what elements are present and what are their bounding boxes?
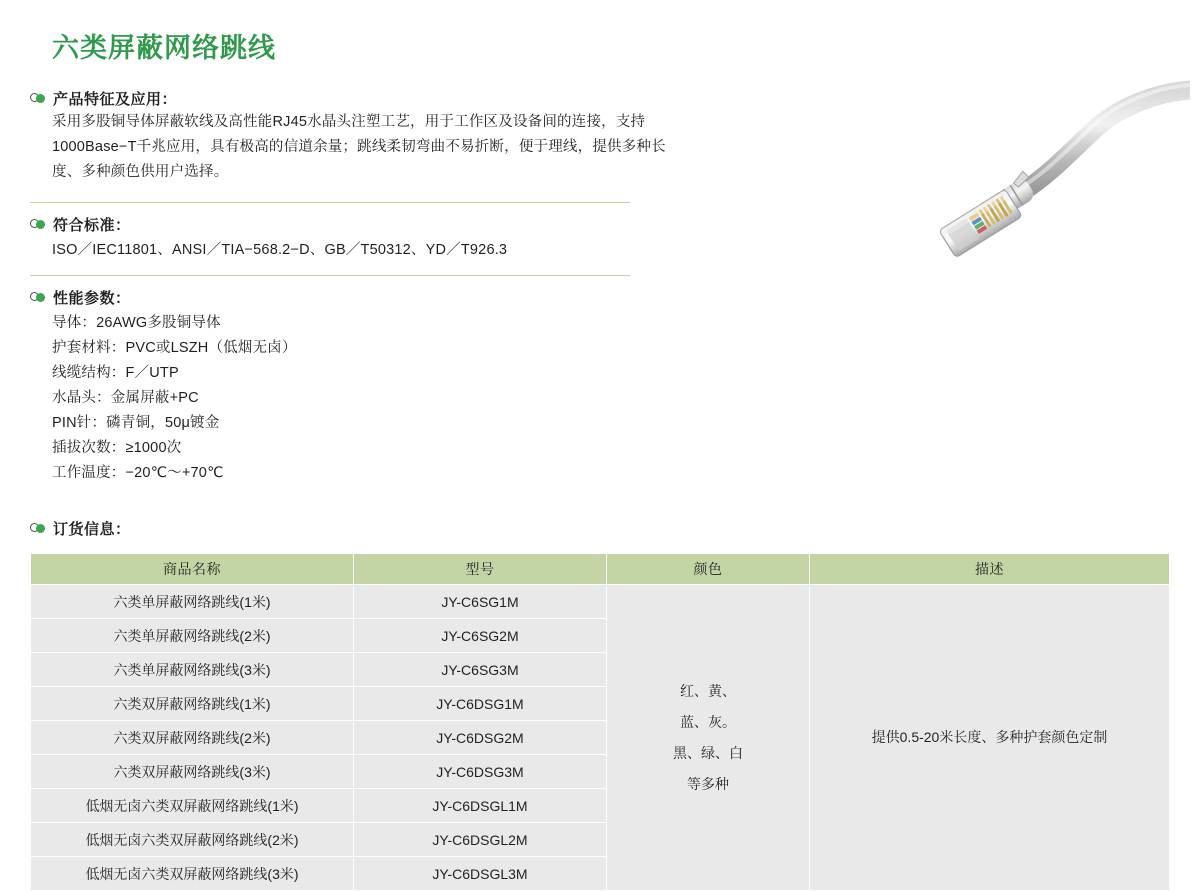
divider-2 xyxy=(30,275,630,276)
section-features-head xyxy=(30,88,177,109)
features-line-1: 采用多股铜导体屏蔽软线及高性能RJ45水晶头注塑工艺，用于工作区及设备间的连接，支持 xyxy=(52,114,646,130)
cell-model: JY-C6DSG2M xyxy=(354,721,607,755)
cell-model: JY-C6DSG1M xyxy=(354,687,607,721)
param-jacket: 护套材料：PVC或LSZH（低烟无卤） xyxy=(52,340,297,356)
cell-name: 六类双屏蔽网络跳线(2米) xyxy=(31,721,354,755)
cell-color xyxy=(607,585,810,891)
cell-name: 六类双屏蔽网络跳线(3米) xyxy=(31,755,354,789)
param-conductor: 导体：26AWG多股铜导体 xyxy=(52,315,221,331)
cell-model: JY-C6DSG3M xyxy=(354,755,607,789)
section-parameters-body xyxy=(52,311,297,486)
color-line-1: 红、黄、 xyxy=(680,682,736,699)
cell-name: 六类单屏蔽网络跳线(2米) xyxy=(31,619,354,653)
cell-model: JY-C6DSGL1M xyxy=(354,789,607,823)
color-line-3: 黑、绿、白 xyxy=(673,744,743,761)
bullet-icon xyxy=(30,219,46,230)
section-features-title: 产品特征及应用： xyxy=(53,91,178,108)
column-header-color: 颜色 xyxy=(607,554,810,585)
cell-name: 六类单屏蔽网络跳线(1米) xyxy=(31,585,354,619)
cell-model: JY-C6SG1M xyxy=(354,585,607,619)
cell-model: JY-C6DSGL2M xyxy=(354,823,607,857)
cell-model: JY-C6SG3M xyxy=(354,653,607,687)
param-pin: PIN针：磷青铜，50μ镀金 xyxy=(52,415,220,431)
column-header-description: 描述 xyxy=(810,554,1170,585)
product-photo xyxy=(860,70,1190,300)
cell-name: 低烟无卤六类双屏蔽网络跳线(2米) xyxy=(31,823,354,857)
section-standards-body xyxy=(52,238,507,263)
section-order-info-title: 订货信息： xyxy=(53,521,131,538)
features-line-2: 1000Base−T千兆应用，具有极高的信道余量；跳线柔韧弯曲不易折断，便于理线，提供多种长 xyxy=(52,139,666,155)
divider-1 xyxy=(30,202,630,203)
param-temperature: 工作温度：−20℃～+70℃ xyxy=(52,465,224,481)
order-table xyxy=(30,553,1170,891)
section-standards-head xyxy=(30,214,131,235)
table-row xyxy=(31,585,1170,619)
param-plug: 水晶头：金属屏蔽+PC xyxy=(52,390,199,406)
bullet-icon xyxy=(30,93,46,104)
color-line-2: 蓝、灰。 xyxy=(680,713,736,730)
section-parameters-title: 性能参数： xyxy=(53,290,131,307)
param-cycles: 插拔次数：≥1000次 xyxy=(52,440,182,456)
param-structure: 线缆结构：F／UTP xyxy=(52,365,179,381)
cell-model: JY-C6DSGL3M xyxy=(354,857,607,891)
cell-name: 六类双屏蔽网络跳线(1米) xyxy=(31,687,354,721)
section-features xyxy=(30,88,177,109)
cell-name: 低烟无卤六类双屏蔽网络跳线(3米) xyxy=(31,857,354,891)
cell-name: 六类单屏蔽网络跳线(3米) xyxy=(31,653,354,687)
page-title: 六类屏蔽网络跳线 xyxy=(52,33,276,63)
bullet-icon xyxy=(30,292,46,303)
column-header-model: 型号 xyxy=(354,554,607,585)
section-parameters-head xyxy=(30,287,131,308)
section-standards-title: 符合标准： xyxy=(53,217,131,234)
bullet-icon xyxy=(30,523,46,534)
section-order-info-head xyxy=(30,518,131,539)
color-line-4: 等多种 xyxy=(687,775,729,792)
cell-description: 提供0.5-20米长度、多种护套颜色定制 xyxy=(810,585,1170,891)
column-header-name: 商品名称 xyxy=(31,554,354,585)
features-line-3: 度、多种颜色供用户选择。 xyxy=(52,164,229,180)
cell-name: 低烟无卤六类双屏蔽网络跳线(1米) xyxy=(31,789,354,823)
section-standards xyxy=(30,214,131,235)
cell-model: JY-C6SG2M xyxy=(354,619,607,653)
section-features-body xyxy=(52,110,666,185)
standards-line-1: ISO／IEC11801、ANSI／TIA−568.2−D、GB／T50312、YD／T926.3 xyxy=(52,242,508,258)
section-parameters xyxy=(30,287,131,308)
table-header-row xyxy=(31,554,1170,585)
section-order-info xyxy=(30,518,131,539)
